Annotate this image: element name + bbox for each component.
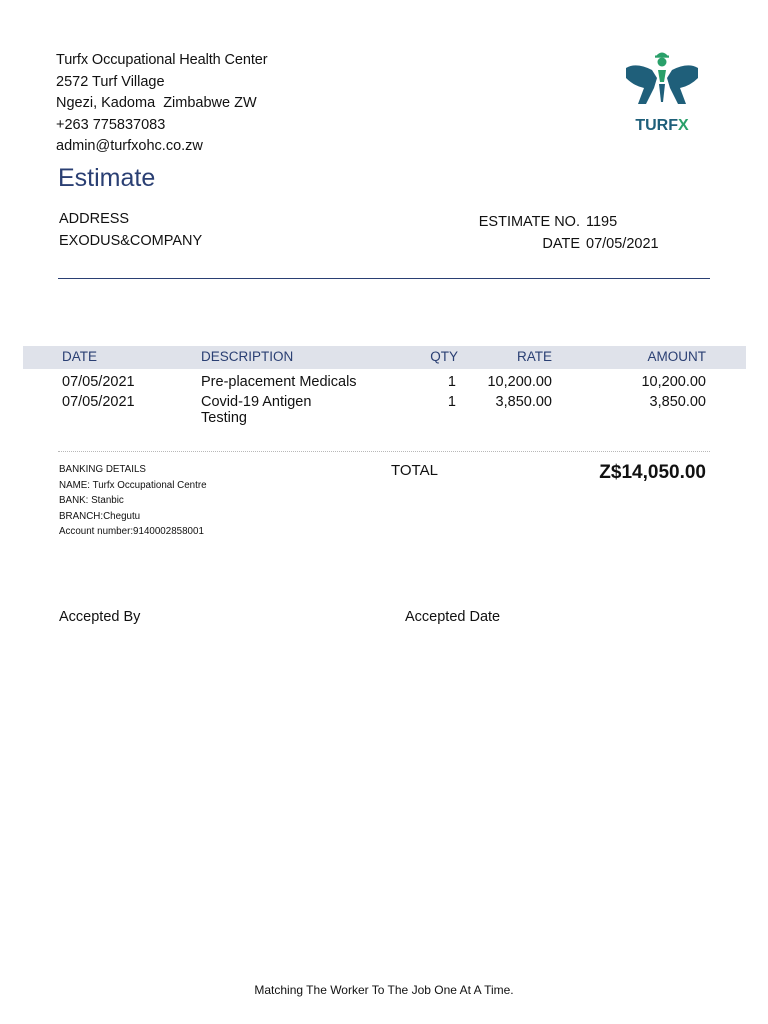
banking-name: NAME: Turfx Occupational Centre: [59, 479, 207, 491]
company-address-line1: 2572 Turf Village: [56, 73, 165, 90]
company-info: [56, 50, 267, 158]
total-value: Z$14,050.00: [599, 462, 706, 483]
banking-title: BANKING DETAILS: [59, 464, 146, 475]
banking-account: Account number:9140002858001: [59, 526, 204, 537]
row-rate: 10,200.00: [487, 374, 552, 390]
helmet-icon: [656, 53, 668, 57]
row-qty: 1: [447, 394, 456, 410]
row-amount: 10,200.00: [641, 374, 706, 390]
estimate-meta-labels: [380, 211, 580, 255]
estimate-no-label: ESTIMATE NO.: [478, 214, 580, 230]
col-header-amount: AMOUNT: [647, 349, 706, 364]
col-header-qty: QTY: [430, 349, 458, 364]
company-name: Turfx Occupational Health Center: [56, 52, 268, 68]
company-email: admin@turfxohc.co.zw: [56, 138, 203, 154]
banking-bank: BANK: Stanbic: [59, 495, 124, 506]
banking-branch: BRANCH:Chegutu: [59, 510, 141, 522]
date-label: DATE: [542, 236, 580, 252]
col-header-rate: RATE: [516, 349, 552, 364]
banking-details: [59, 462, 207, 540]
header-divider: [58, 278, 710, 279]
row-date: 07/05/2021: [62, 394, 135, 410]
logo-text: TURFX: [635, 117, 689, 134]
row-description: Covid-19 Antigen Testing: [201, 394, 312, 426]
date-value: 07/05/2021: [586, 236, 659, 252]
table-end-divider: [58, 451, 710, 452]
company-address-line2: Ngezi, Kadoma Zimbabwe ZW: [56, 95, 257, 111]
accepted-by-label: Accepted By: [59, 609, 141, 625]
row-qty: 1: [447, 374, 456, 390]
estimate-meta-values: [586, 211, 768, 255]
row-date: 07/05/2021: [62, 374, 135, 390]
accepted-date-label: Accepted Date: [405, 609, 501, 625]
col-header-date: DATE: [62, 349, 98, 364]
turfx-logo-icon: [622, 48, 702, 134]
head-icon: [658, 58, 667, 67]
address-label: ADDRESS: [59, 211, 130, 227]
company-phone: +263 775837083: [56, 116, 166, 133]
address-value: EXODUS&COMPANY: [59, 233, 203, 249]
col-header-description: DESCRIPTION: [201, 349, 294, 364]
footer-tagline: Matching The Worker To The Job One At A Time.: [254, 983, 514, 997]
estimate-no-value: 1195: [586, 214, 618, 230]
document-title: Estimate: [58, 164, 156, 192]
row-amount: 3,850.00: [649, 394, 706, 410]
total-label: TOTAL: [391, 462, 438, 479]
row-description: Pre-placement Medicals: [201, 374, 357, 390]
row-rate: 3,850.00: [495, 394, 552, 410]
turfx-logo: [622, 48, 702, 134]
